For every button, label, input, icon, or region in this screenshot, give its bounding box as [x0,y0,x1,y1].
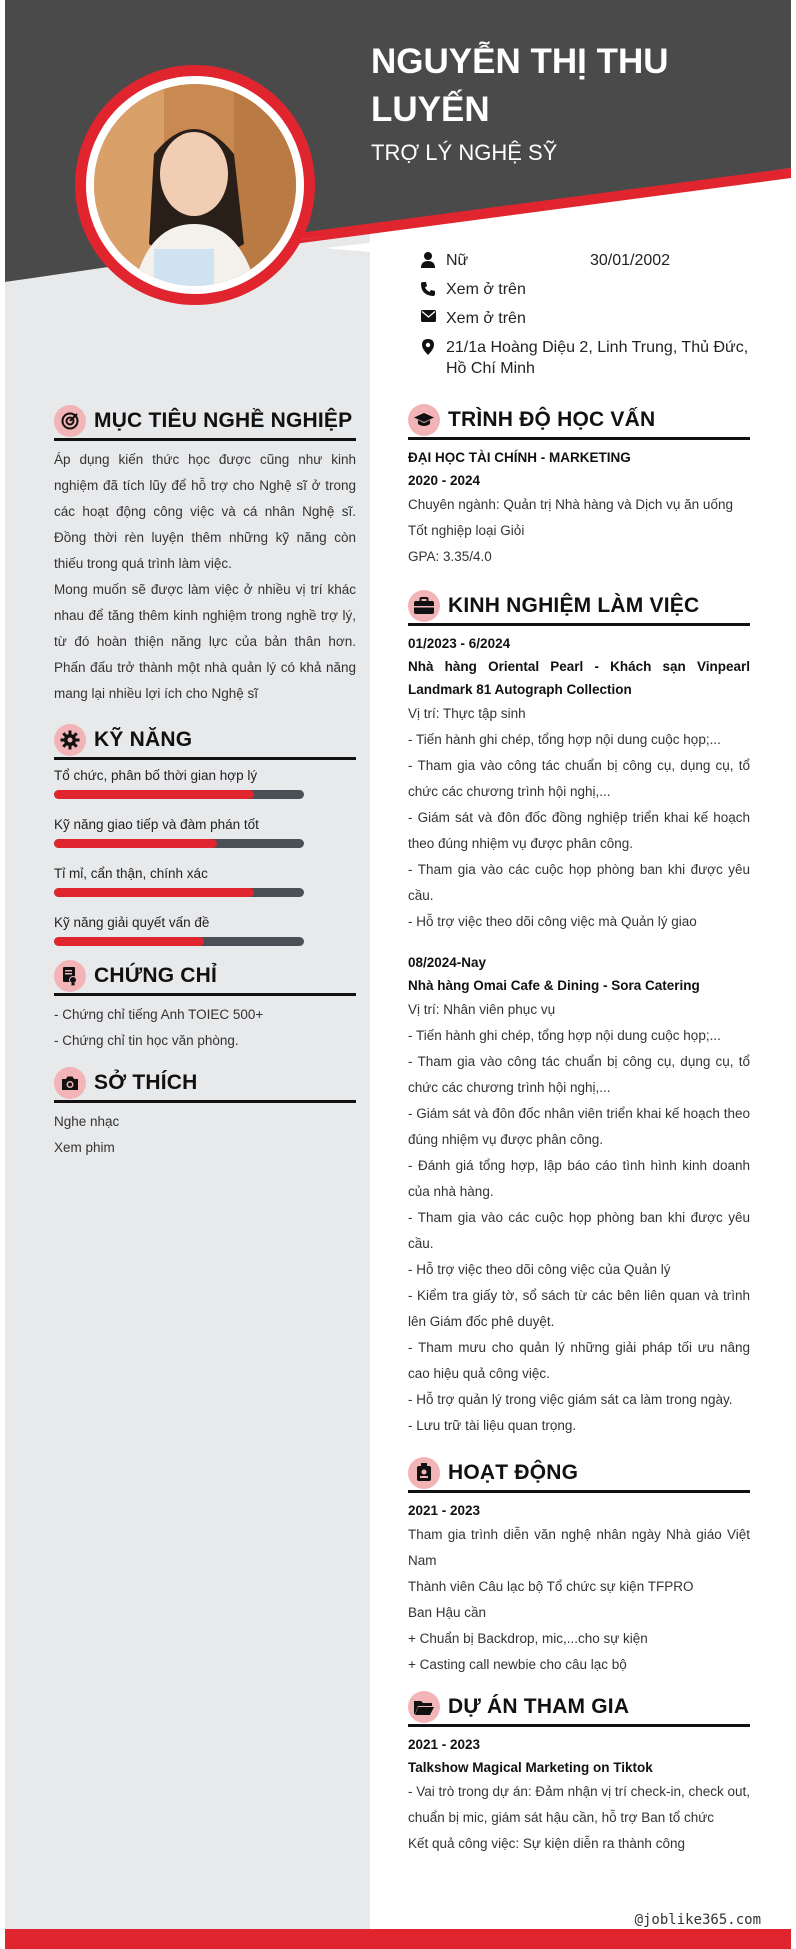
job-line: - Tham gia vào các cuộc họp phòng ban khi được yêu cầu. [408,862,750,903]
objective-title: MỤC TIÊU NGHỀ NGHIỆP [94,408,353,432]
job-entry [408,951,750,1439]
projects-title: DỰ ÁN THAM GIA [448,1694,630,1718]
activity-line: Tham gia trình diễn văn nghệ nhân ngày Nhà giáo Việt Nam [408,1527,750,1568]
education-line: Chuyên ngành: Quản trị Nhà hàng và Dịch vụ ăn uống [408,497,733,512]
job-line: Vị trí: Thực tập sinh [408,706,526,721]
objective-paragraph-1: Áp dụng kiến thức học được cũng như kinh nghiệm đã tích lũy để hỗ trợ cho Nghệ sĩ ở trong các hoạt động công việc và cá nhân Nghệ sĩ. Đồng thời rèn luyện thêm những kỹ năng còn thiếu trong quá trình làm việc. [54,452,356,571]
project-line: - Vai trò trong dự án: Đảm nhận vị trí check-in, check out, chuẩn bị mic, giám sát hậu cần, hỗ trợ Ban tổ chức [408,1784,750,1825]
activity-line: Ban Hậu cần [408,1605,487,1620]
school-name: ĐẠI HỌC TÀI CHÍNH - MARKETING [408,450,631,465]
job-title: TRỢ LÝ NGHỆ SỸ [371,140,558,165]
phone-icon [410,279,446,297]
dob-value: 30/01/2002 [590,252,671,269]
job-line: - Giám sát và đôn đốc nhân viên triển khai kế hoạch theo đúng nhiệm vụ được phân công. [408,1106,750,1147]
education-title: TRÌNH ĐỘ HỌC VẤN [448,407,656,431]
contact-info [410,250,770,387]
profile-photo [94,84,296,286]
education-line: GPA: 3.35/4.0 [408,549,492,564]
gender-value: Nữ [446,252,469,269]
briefcase-icon [408,590,440,622]
skill-bar [54,790,304,799]
activities-period: 2021 - 2023 [408,1503,481,1518]
graduation-cap-icon [408,404,440,436]
avatar-frame [86,76,304,294]
certificates-header [54,958,356,996]
objective-paragraph-2: Mong muốn sẽ được làm việc ở nhiều vị trí khác nhau để tăng thêm kinh nghiệm trong nghề trợ lý, từ đó hoàn thiện năng lực của bản thân hơn. Phấn đấu trở thành một nhà quản lý có khả năng mang lại nhiều lợi ích cho Nghệ sĩ [54,582,356,701]
skill-item [54,815,356,848]
job-line: - Lưu trữ tài liệu quan trọng. [408,1418,577,1433]
skill-bar-fill [54,790,254,799]
activity-line: + Casting call newbie cho câu lạc bộ [408,1657,627,1672]
candidate-name: NGUYỄN THỊ THU LUYẾN [371,42,669,129]
projects-header [408,1689,750,1727]
activities-header [408,1455,750,1493]
job-line: - Kiểm tra giấy tờ, sổ sách từ các bên liên quan và trình lên Giám đốc phê duyệt. [408,1288,750,1329]
certificate-item: - Chứng chỉ tin học văn phòng. [54,1033,239,1048]
job-period: 01/2023 - 6/2024 [408,636,511,651]
hobby-item: Xem phim [54,1140,115,1155]
target-icon [54,405,86,437]
activity-line: + Chuẩn bị Backdrop, mic,...cho sự kiện [408,1631,648,1646]
skill-label: Kỹ năng giải quyết vấn đề [54,915,210,930]
skill-bar [54,937,304,946]
certificate-item: - Chứng chỉ tiếng Anh TOIEC 500+ [54,1007,264,1022]
experience-section [408,588,750,1439]
education-line: Tốt nghiệp loại Giỏi [408,523,525,538]
job-line: - Tham gia vào các cuộc họp phòng ban khi được yêu cầu. [408,1210,750,1251]
job-line: - Tham gia vào công tác chuẩn bị công cụ, dụng cụ, tổ chức các chương trình hội nghị,... [408,758,750,799]
job-line: Vị trí: Nhân viên phục vụ [408,1002,556,1017]
skill-label: Tỉ mỉ, cẩn thận, chính xác [54,866,208,881]
certificates-title: CHỨNG CHỈ [94,963,218,987]
experience-header [408,588,750,626]
job-line: - Hỗ trợ quản lý trong việc giám sát ca làm trong ngày. [408,1392,733,1407]
skill-bar [54,888,304,897]
activities-title: HOẠT ĐỘNG [448,1460,579,1484]
certificates-section [54,958,356,1054]
avatar [75,65,315,305]
project-period: 2021 - 2023 [408,1737,481,1752]
activities-section [408,1455,750,1678]
job-company: Nhà hàng Oriental Pearl - Khách sạn Vinpearl Landmark 81 Autograph Collection [408,659,750,697]
job-line: - Tiến hành ghi chép, tổng hợp nội dung cuộc họp;... [408,1028,721,1043]
objective-section [54,403,356,707]
job-period: 08/2024-Nay [408,955,487,970]
skill-label: Tổ chức, phân bố thời gian hợp lý [54,768,258,783]
hobbies-section [54,1065,356,1161]
skill-item [54,913,356,946]
site-credit: @joblike365.com [634,1912,761,1928]
project-line: Kết quả công việc: Sự kiện diễn ra thành công [408,1836,685,1851]
address-value: 21/1a Hoàng Diệu 2, Linh Trung, Thủ Đức, Hồ Chí Minh [446,339,749,377]
badge-icon [408,1457,440,1489]
folder-icon [408,1691,440,1723]
education-period: 2020 - 2024 [408,473,481,488]
job-line: - Tham gia vào công tác chuẩn bị công cụ, dụng cụ, tổ chức các chương trình hội nghị,... [408,1054,750,1095]
education-section [408,402,750,570]
objective-header [54,403,356,441]
skill-bar-fill [54,888,254,897]
skills-title: KỸ NĂNG [94,727,193,751]
skill-item [54,864,356,897]
job-line: - Giám sát và đôn đốc đồng nghiệp triển khai kế hoạch theo đúng nhiệm vụ được phân công. [408,810,750,851]
email-value: Xem ở trên [446,310,526,327]
contact-address-row [410,337,770,379]
skill-bar [54,839,304,848]
job-line: - Tiến hành ghi chép, tổng hợp nội dung cuộc họp;... [408,732,721,747]
contact-gender-row [410,250,770,271]
footer-bar [5,1929,791,1949]
envelope-icon [410,308,446,322]
project-name: Talkshow Magical Marketing on Tiktok [408,1760,653,1775]
cv-frame [5,0,791,1949]
contact-phone-row [410,279,770,300]
job-company: Nhà hàng Omai Cafe & Dining - Sora Catering [408,978,700,993]
camera-icon [54,1067,86,1099]
skill-bar-fill [54,937,204,946]
skills-header [54,722,356,760]
contact-email-row [410,308,770,329]
phone-value: Xem ở trên [446,281,526,298]
skill-label: Kỹ năng giao tiếp và đàm phán tốt [54,817,259,832]
gear-icon [54,724,86,756]
location-pin-icon [410,337,446,355]
hobbies-header [54,1065,356,1103]
hobbies-title: SỞ THÍCH [94,1070,198,1094]
skills-section [54,722,356,962]
activity-line: Thành viên Câu lạc bộ Tổ chức sự kiện TFPRO [408,1579,694,1594]
job-entry [408,632,750,935]
certificate-icon [54,960,86,992]
person-icon [410,250,446,268]
projects-section [408,1689,750,1857]
job-line: - Đánh giá tổng hợp, lập báo cáo tình hình kinh doanh của nhà hàng. [408,1158,750,1199]
education-header [408,402,750,440]
skill-item [54,766,356,799]
job-line: - Tham mưu cho quản lý những giải pháp tối ưu nâng cao hiệu quả công việc. [408,1340,750,1381]
job-line: - Hỗ trợ việc theo dõi công việc mà Quản lý giao [408,914,697,929]
job-line: - Hỗ trợ việc theo dõi công việc của Quản lý [408,1262,671,1277]
hobby-item: Nghe nhạc [54,1114,120,1129]
skill-bar-fill [54,839,217,848]
experience-title: KINH NGHIỆM LÀM VIỆC [448,593,700,617]
